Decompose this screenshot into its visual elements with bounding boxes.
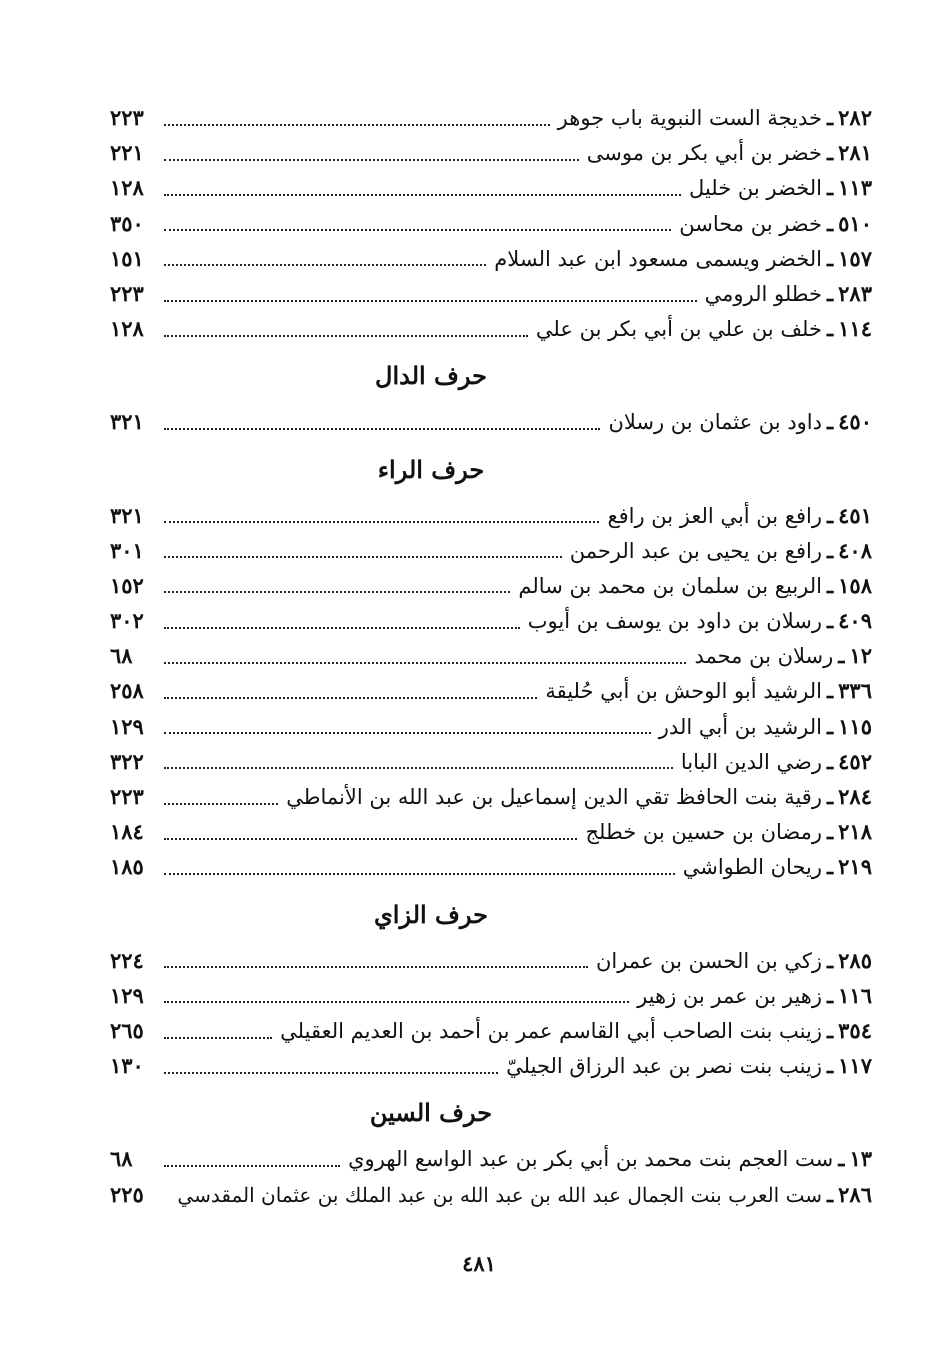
entry-name: ست العجم بنت محمد بن أبي بكر بن عبد الواسع الهروي [348,1147,834,1172]
entry-separator: ـ [838,643,845,669]
entry-page-number: ٦٨ [110,643,133,669]
index-entry [110,744,872,779]
index-entry [110,498,872,533]
entry-name: الخضر ويسمى مسعود ابن عبد السلام [494,246,822,271]
entry-page-number: ١٥١ [110,245,144,271]
entry-separator: ـ [827,713,834,739]
index-entry [110,533,872,568]
dot-leader [164,286,697,302]
entry-number: ١١٥ [838,713,872,739]
dot-leader [164,789,278,805]
entry-page-number: ٣٥٠ [110,210,144,236]
entry-page-number: ٢٢٣ [110,784,144,809]
dot-leader [164,987,629,1003]
entry-number: ٤٠٨ [838,537,872,563]
entry-page-number: ١٢٩ [110,982,144,1008]
entry-separator: ـ [827,784,834,809]
entry-number: ١٥٨ [838,572,872,598]
dot-leader [164,683,537,699]
dot-leader [164,824,577,840]
entry-number: ٤٠٩ [838,608,872,634]
entry-page-number: ٢٢٥ [110,1181,144,1207]
entry-number: ١٣ [849,1146,872,1172]
entry-name: الخضر بن خليل [689,176,822,201]
index-entry [110,814,872,849]
section-heading: حرف الزاي [374,899,488,929]
entry-separator: ـ [827,280,834,306]
entry-number: ٢٨١ [838,140,872,166]
index-entry [110,1141,872,1176]
entry-separator: ـ [827,1053,834,1079]
entry-number: ١٢ [849,643,872,669]
index-entry [110,568,872,603]
entry-separator: ـ [827,140,834,166]
entry-separator: ـ [827,982,834,1008]
entry-number: ٤٥١ [838,502,872,528]
entry-name: الرشيد أبو الوحش بن أبي حُليقة [545,679,822,704]
entry-number: ٢٨٣ [838,280,872,306]
entry-name: ريحان الطواشي [682,855,822,880]
entry-page-number: ٣٠٢ [110,608,144,634]
entry-page-number: ٢٢٣ [110,280,144,306]
entry-separator: ـ [827,608,834,634]
index-entry [110,311,872,346]
entry-separator: ـ [827,1181,834,1207]
entry-page-number: ٢٥٨ [110,678,144,704]
entry-name: خضر بن أبي بكر بن موسى [586,141,822,166]
dot-leader [164,859,675,875]
section-heading: حرف السين [369,1098,493,1128]
dot-leader [164,613,520,629]
entry-name: رسلان بن محمد [694,644,834,669]
dot-leader [164,753,673,769]
dot-leader [164,952,588,968]
entry-number: ١١٦ [838,982,872,1008]
entry-name: رافع بن يحيى بن عبد الرحمن [569,538,822,563]
entry-number: ١١٧ [838,1053,872,1079]
entry-page-number: ٣٢٢ [110,748,144,774]
entry-name: زهير بن عمر بن زهير [637,983,822,1008]
index-entry [110,603,872,638]
index-entry [110,206,872,241]
index-entry [110,1177,872,1212]
entry-separator: ـ [827,1017,834,1043]
entry-name: رقية بنت الحافظ تقي الدين إسماعيل بن عبد الله بن الأنماطي [286,785,822,809]
entry-name: زينب بنت الصاحب أبي القاسم عمر بن أحمد بن العديم العقيلي [280,1018,822,1043]
section-heading: حرف الدال [375,361,487,391]
entry-page-number: ١٣٠ [110,1053,144,1079]
entry-separator: ـ [827,678,834,704]
index-entry [110,779,872,814]
entry-separator: ـ [827,502,834,528]
entry-page-number: ١٢٩ [110,713,144,739]
index-entry [110,978,872,1013]
index-entry [110,1013,872,1048]
entry-separator: ـ [827,854,834,880]
entry-name: زكي بن الحسن بن عمران [595,948,822,973]
entry-number: ١١٤ [838,316,872,342]
entry-page-number: ٦٨ [110,1146,133,1172]
index-entry [110,1048,872,1083]
dot-leader [164,180,681,196]
entry-separator: ـ [827,537,834,563]
dot-leader [164,1187,169,1201]
dot-leader [164,648,686,664]
entry-separator: ـ [827,245,834,271]
entry-name: ست العرب بنت الجمال عبد الله بن عبد الله بن عبد الملك بن عثمان المقدسي [177,1182,822,1207]
entry-name: الربيع بن سلمان بن محمد بن سالم [518,573,822,598]
entry-number: ٢١٩ [838,854,872,880]
entry-page-number: ٣٢١ [110,502,144,528]
entry-name: خضر بن محاسن [679,211,822,236]
dot-leader [164,507,599,523]
section-heading: حرف الراء [377,454,485,484]
entry-page-number: ١٥٢ [110,572,144,598]
entry-number: ٢٨٤ [838,784,872,809]
entry-separator: ـ [827,819,834,845]
index-page [110,100,872,1212]
entry-page-number: ١٨٥ [110,854,144,880]
dot-leader [164,321,528,337]
dot-leader [164,1151,340,1167]
index-entry [110,241,872,276]
entry-page-number: ٢٦٥ [110,1017,144,1043]
dot-leader [164,215,671,231]
index-entry [110,638,872,673]
index-entry [110,849,872,884]
entry-name: خطلو الرومي [704,281,822,306]
entry-name: داود بن عثمان بن رسلان [608,410,822,435]
entry-separator: ـ [838,1146,845,1172]
index-entry [110,276,872,311]
entry-name: زينب بنت نصر بن عبد الرزاق الجيليّ [506,1054,822,1079]
dot-leader [164,414,600,430]
index-entry [110,709,872,744]
entry-name: رمضان بن حسين بن خطلج [585,820,822,845]
index-entry [110,404,872,439]
entry-number: ٣٥٤ [838,1017,872,1043]
entry-number: ٢١٨ [838,819,872,845]
dot-leader [164,250,486,266]
entry-page-number: ٣٢١ [110,409,144,435]
index-entry [110,943,872,978]
index-entry [110,170,872,205]
entry-separator: ـ [827,409,834,435]
entry-separator: ـ [827,316,834,342]
dot-leader [164,1058,498,1074]
entry-number: ١١٣ [838,175,872,201]
index-entry [110,100,872,135]
entry-name: رضي الدين البابا [680,749,822,774]
entry-number: ٥١٠ [838,210,872,236]
entry-number: ٢٨٦ [838,1181,872,1207]
index-entry [110,673,872,708]
index-entry [110,135,872,170]
entry-separator: ـ [827,947,834,973]
dot-leader [164,1023,272,1039]
entry-page-number: ٣٠١ [110,537,144,563]
entry-separator: ـ [827,175,834,201]
entry-separator: ـ [827,210,834,236]
entry-separator: ـ [827,748,834,774]
entry-page-number: ١٢٨ [110,316,144,342]
entry-name: خلف بن علي بن أبي بكر بن علي [535,317,822,342]
entry-number: ٣٣٦ [838,678,872,704]
entry-page-number: ١٨٤ [110,819,144,845]
entry-name: رافع بن أبي العز بن رافع [607,503,822,528]
entry-page-number: ١٢٨ [110,175,144,201]
dot-leader [164,110,550,126]
entry-name: الرشيد بن أبي الدر [658,714,822,739]
entry-number: ٢٨٢ [838,105,872,130]
dot-leader [164,542,562,558]
entry-page-number: ٢٢١ [110,140,144,166]
entry-page-number: ٢٢٣ [110,105,144,130]
entry-number: ٤٥٢ [838,748,872,774]
dot-leader [164,145,579,161]
entry-name: رسلان بن داود بن يوسف بن أيوب [527,609,822,634]
entry-name: خديجة الست النبوية باب جوهر [557,106,822,130]
entry-separator: ـ [827,105,834,130]
entry-page-number: ٢٢٤ [110,947,144,973]
dot-leader [164,577,510,593]
page-number: ٤٨١ [462,1251,496,1276]
entry-number: ٤٥٠ [838,409,872,435]
entry-separator: ـ [827,572,834,598]
entry-number: ٢٨٥ [838,947,872,973]
entry-number: ١٥٧ [838,245,872,271]
dot-leader [164,718,651,734]
